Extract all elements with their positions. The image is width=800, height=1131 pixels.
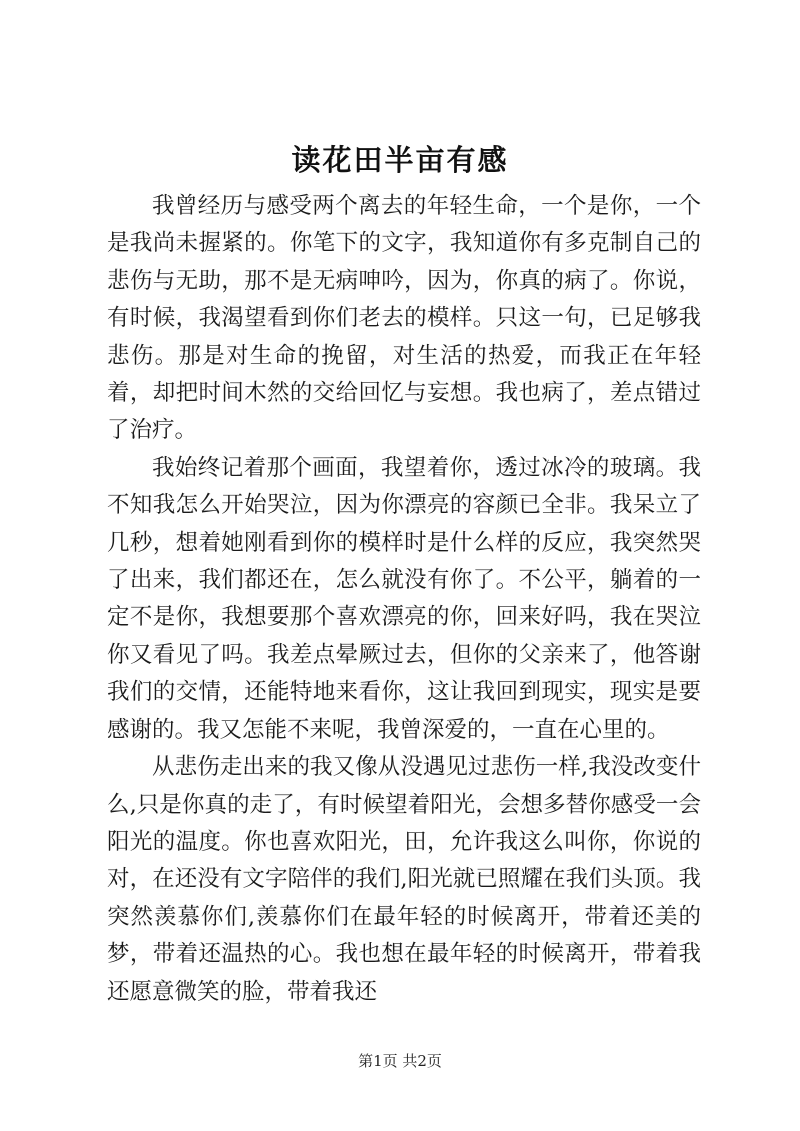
page-number-footer: 第1页 共2页 bbox=[358, 1052, 442, 1070]
document-body bbox=[107, 188, 701, 1011]
document-title: 读花田半亩有感 bbox=[291, 143, 509, 177]
paragraph-2: 我始终记着那个画面，我望着你，透过冰冷的玻璃。我不知我怎么开始哭泣，因为你漂亮的容颜已全非。我呆立了几秒，想着她刚看到你的模样时是什么样的反应，我突然哭了出来，我们都还在，怎么就没有你了。不公平，躺着的一定不是你，我想要那个喜欢漂亮的你，回来好吗，我在哭泣你又看见了吗。我差点晕厥过去，但你的父亲来了，他答谢我们的交情，还能特地来看你，这让我回到现实，现实是要感谢的。我又怎能不来呢，我曾深爱的，一直在心里的。 bbox=[107, 454, 701, 743]
paragraph-1: 我曾经历与感受两个离去的年轻生命，一个是你，一个是我尚未握紧的。你笔下的文字，我知道你有多克制自己的悲伤与无助，那不是无病呻吟，因为，你真的病了。你说，有时候，我渴望看到你们老去的模样。只这一句，已足够我悲伤。那是对生命的挽留，对生活的热爱，而我正在年轻着，却把时间木然的交给回忆与妄想。我也病了，差点错过了治疗。 bbox=[107, 193, 701, 444]
paragraph-3: 从悲伤走出来的我又像从没遇见过悲伤一样,我没改变什么,只是你真的走了，有时候望着阳光，会想多替你感受一会阳光的温度。你也喜欢阳光，田，允许我这么叫你，你说的对，在还没有文字陪伴的我们,阳光就已照耀在我们头顶。我突然羡慕你们,羡慕你们在最年轻的时候离开，带着还美的梦，带着还温热的心。我也想在最年轻的时候离开，带着我还愿意微笑的脸，带着我还 bbox=[107, 754, 701, 1005]
